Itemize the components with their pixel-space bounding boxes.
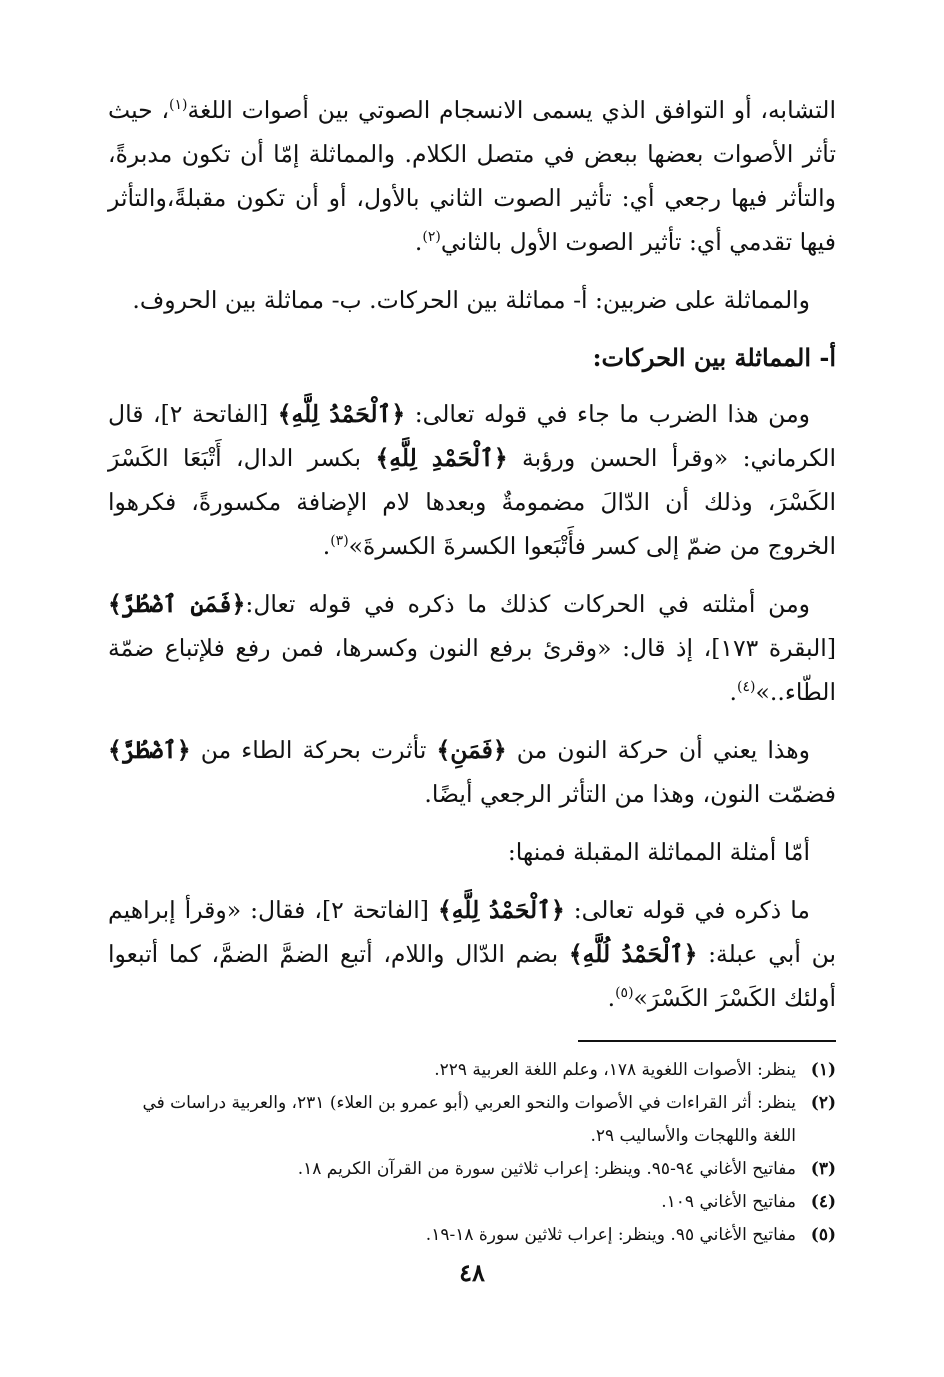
text-run: التشابه، أو التوافق الذي يسمى الانسجام الصوتي بين أصوات اللغة <box>187 96 836 124</box>
quran-quote: ﴿ٱلْحَمْدُ لُلَّهِ﴾ <box>568 940 698 968</box>
quran-quote: ﴿فَمَنِ﴾ <box>436 736 507 764</box>
paragraph-explanation <box>108 728 836 816</box>
quran-quote: ﴿فَمَنِ ٱضْطُرَّ﴾ <box>108 590 246 618</box>
footnote-ref-3: (٣) <box>330 533 349 550</box>
text-run: . <box>607 984 616 1012</box>
text-run: . <box>322 532 331 560</box>
text-run: وهذا يعني أن حركة النون من <box>506 736 811 764</box>
paragraph-types: والمماثلة على ضربين: أ- مماثلة بين الحركات. ب- مماثلة بين الحروف. <box>132 286 810 314</box>
footnote-number: (١) <box>810 1060 836 1080</box>
footnote-number: (٥) <box>810 1225 836 1245</box>
section-heading-vowels: أ- المماثلة بين الحركات: <box>592 343 836 372</box>
footnote-4 <box>108 1186 836 1219</box>
footnotes <box>108 1054 836 1252</box>
footnote-number: (٢) <box>810 1093 836 1113</box>
text-run: ، حيث تأثر الأصوات بعضها ببعض في متصل الكلام. والمماثلة إمّا أن تكون مدبرةً، والتأثر فيها رجعي أي: تأثير الصوت الثاني بالأول، أو أن تكون مقبلةً،والتأثر فيها تقدمي أي: تأثير الصوت الأول بالثاني <box>108 96 836 256</box>
text-run: ومن هذا الضرب ما جاء في قوله تعالى: <box>405 400 811 428</box>
text-run: فضمّت النون، وهذا من التأثر الرجعي أيضًا. <box>424 780 836 808</box>
paragraph-example-alhamd <box>108 392 836 568</box>
paragraph-example-famani <box>108 582 836 714</box>
quran-quote: ﴿ٱلْحَمْدُ لِلَّهِ﴾ <box>437 896 565 924</box>
text-run: [الفاتحة ٢]، فقال: «وقرأ إبراهيم بن أبي عبلة: <box>108 896 837 968</box>
text-run: بضم الدّال واللام، أتبع الضمَّ الضمَّ، كما أتبعوا أولئك الكَسْرَ الكَسْرَ» <box>108 940 836 1012</box>
text-run: . <box>414 228 423 256</box>
quran-quote: ﴿ٱضْطُرَّ﴾ <box>108 736 191 764</box>
footnote-ref-1: (١) <box>169 97 188 114</box>
footnote-1 <box>108 1054 836 1087</box>
page-number: ٤٨ <box>459 1258 485 1287</box>
footnote-5 <box>108 1219 836 1252</box>
footnote-number: (٤) <box>810 1192 836 1212</box>
quran-quote: ﴿ٱلْحَمْدُ لِلَّهِ﴾ <box>277 400 406 428</box>
quran-quote: ﴿ٱلْحَمْدِ لِلَّهِ﴾ <box>375 444 508 472</box>
footnote-text: مفاتيح الأغاني ٩٤-٩٥. وينظر: إعراب ثلاثين سورة من القرآن الكريم ١٨. <box>297 1159 796 1179</box>
footnote-divider <box>578 1040 836 1042</box>
footnote-text: ينظر: أثر القراءات في الأصوات والنحو العربي (أبو عمرو بن العلاء) ٢٣١، والعربية دراسات في اللغة واللهجات والأساليب ٢٩. <box>142 1093 796 1146</box>
footnote-ref-4: (٤) <box>737 679 756 696</box>
footnote-text: مفاتيح الأغاني ١٠٩. <box>661 1192 796 1212</box>
text-run: [الفاتحة ٢]، قال الكرماني: «وقرأ الحسن ورؤبة <box>108 400 836 472</box>
text-run: ما ذكره في قوله تعالى: <box>564 896 810 924</box>
text-run: . <box>729 678 738 706</box>
paragraph-similarity-intro <box>108 88 836 264</box>
text-run: بكسر الدال، أَتْبَعَا الكَسْرَ الكَسْرَ، وذلك أن الدّالَ مضمومةٌ وبعدها لام الإضافة مكسورةً، فكرهوا الخروج من ضمّ إلى كسر فأَتْبَعوا الكسرةَ الكسرةَ» <box>108 444 836 560</box>
paragraph-example-ibn-abi-abla <box>108 888 836 1020</box>
footnote-ref-2: (٢) <box>422 229 441 246</box>
paragraph-progressive-intro: أمّا أمثلة المماثلة المقبلة فمنها: <box>507 838 810 866</box>
footnote-2 <box>108 1087 836 1153</box>
footnote-3 <box>108 1153 836 1186</box>
page-body <box>108 88 836 1252</box>
footnote-ref-5: (٥) <box>615 985 634 1002</box>
footnote-text: مفاتيح الأغاني ٩٥. وينظر: إعراب ثلاثين سورة ١٨-١٩. <box>425 1225 796 1245</box>
text-run: ومن أمثلته في الحركات كذلك ما ذكره في قوله تعال: <box>245 590 811 618</box>
footnote-text: ينظر: الأصوات اللغوية ١٧٨، وعلم اللغة العربية ٢٢٩. <box>434 1060 796 1080</box>
text-run: [البقرة ١٧٣]، إذ قال: «وقرئ برفع النون وكسرها، فمن رفع فلإتباع ضمّة الطّاء..» <box>108 634 836 706</box>
footnote-number: (٣) <box>810 1159 836 1179</box>
text-run: تأثرت بحركة الطاء من <box>190 736 437 764</box>
